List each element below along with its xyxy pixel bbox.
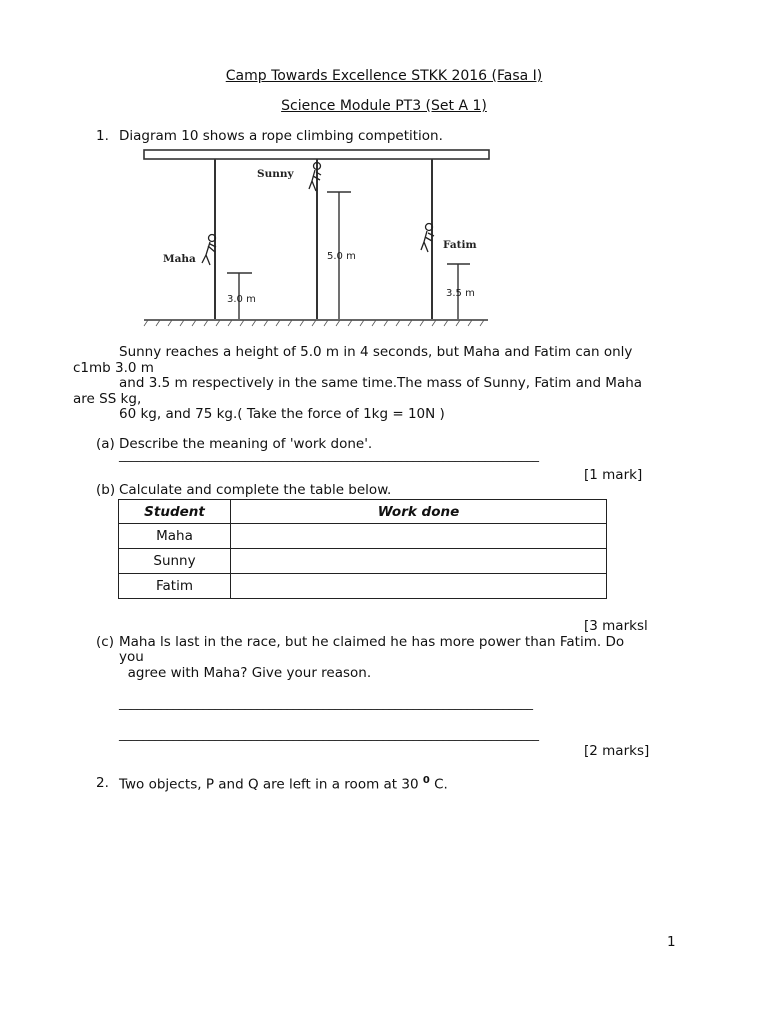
part-a-label: (a): [96, 436, 115, 452]
part-c-question-line: you: [119, 649, 144, 665]
paragraph-line: Sunny reaches a height of 5.0 m in 4 seconds, but Maha and Fatim can only: [119, 344, 633, 360]
question-1-number: 1.: [96, 128, 109, 144]
label-maha: Maha: [163, 253, 196, 265]
paragraph-line: are SS kg,: [73, 391, 142, 407]
height-label-maha: 3.0 m: [227, 294, 256, 305]
table-row: [119, 574, 607, 599]
part-c-marks: [2 marks]: [584, 743, 650, 759]
part-b-question: Calculate and complete the table below.: [119, 482, 392, 498]
ground-hatching: [144, 320, 484, 326]
document-title: Camp Towards Excellence STKK 2016 (Fasa I): [225, 68, 543, 84]
work-done-table: [118, 499, 607, 599]
degree-superscript: 0: [422, 775, 430, 786]
height-label-fatim: 3.5 m: [446, 288, 475, 299]
paragraph-line: c1mb 3.0 m: [73, 360, 154, 376]
part-a-marks: [1 mark]: [584, 467, 643, 483]
rope-climbing-diagram: [140, 147, 490, 332]
part-b-marks: [3 marksl: [584, 618, 648, 634]
paragraph-line: 60 kg, and 75 kg.( Take the force of 1kg = 10N ): [119, 406, 445, 422]
climber-maha-figure: [202, 235, 216, 266]
climber-sunny-figure: [309, 163, 321, 192]
column-header-student: Student: [119, 500, 231, 524]
question-1-intro: Diagram 10 shows a rope climbing competition.: [119, 128, 443, 144]
work-done-answer-cell[interactable]: [231, 574, 607, 599]
column-header-work-done: Work done: [231, 500, 607, 524]
part-c-question-line: agree with Maha? Give your reason.: [119, 665, 372, 681]
question-2-text: [119, 775, 448, 793]
part-c-question-line: Maha ls last in the race, but he claimed he has more power than Fatim. Do: [119, 634, 625, 650]
label-fatim: Fatim: [443, 239, 477, 251]
student-name-cell: Fatim: [119, 574, 231, 599]
question-2-number: 2.: [96, 775, 109, 791]
table-row: [119, 524, 607, 549]
paragraph-line: and 3.5 m respectively in the same time.The mass of Sunny, Fatim and Maha: [119, 375, 643, 391]
work-done-answer-cell[interactable]: [231, 549, 607, 574]
label-sunny: Sunny: [257, 168, 294, 180]
part-c-answer-line: ______________________________________________________________________: [119, 727, 539, 741]
question-2-text-end: C.: [429, 776, 448, 793]
table-row: [119, 549, 607, 574]
part-c-answer-line: _____________________________________________________________________: [119, 696, 533, 710]
top-beam: [144, 150, 489, 159]
question-2-text-start: Two objects, P and Q are left in a room at 30: [119, 776, 423, 793]
part-b-label: (b): [96, 482, 116, 498]
page-number: 1: [667, 934, 676, 950]
student-name-cell: Maha: [119, 524, 231, 549]
part-c-label: (c): [96, 634, 114, 650]
student-name-cell: Sunny: [119, 549, 231, 574]
module-subtitle: Science Module PT3 (Set A 1): [281, 98, 487, 114]
part-a-question: Describe the meaning of 'work done'.: [119, 436, 373, 452]
part-a-answer-line: ______________________________________________________________________: [119, 448, 539, 462]
work-done-answer-cell[interactable]: [231, 524, 607, 549]
height-label-sunny: 5.0 m: [327, 251, 356, 262]
table-header-row: [119, 500, 607, 524]
